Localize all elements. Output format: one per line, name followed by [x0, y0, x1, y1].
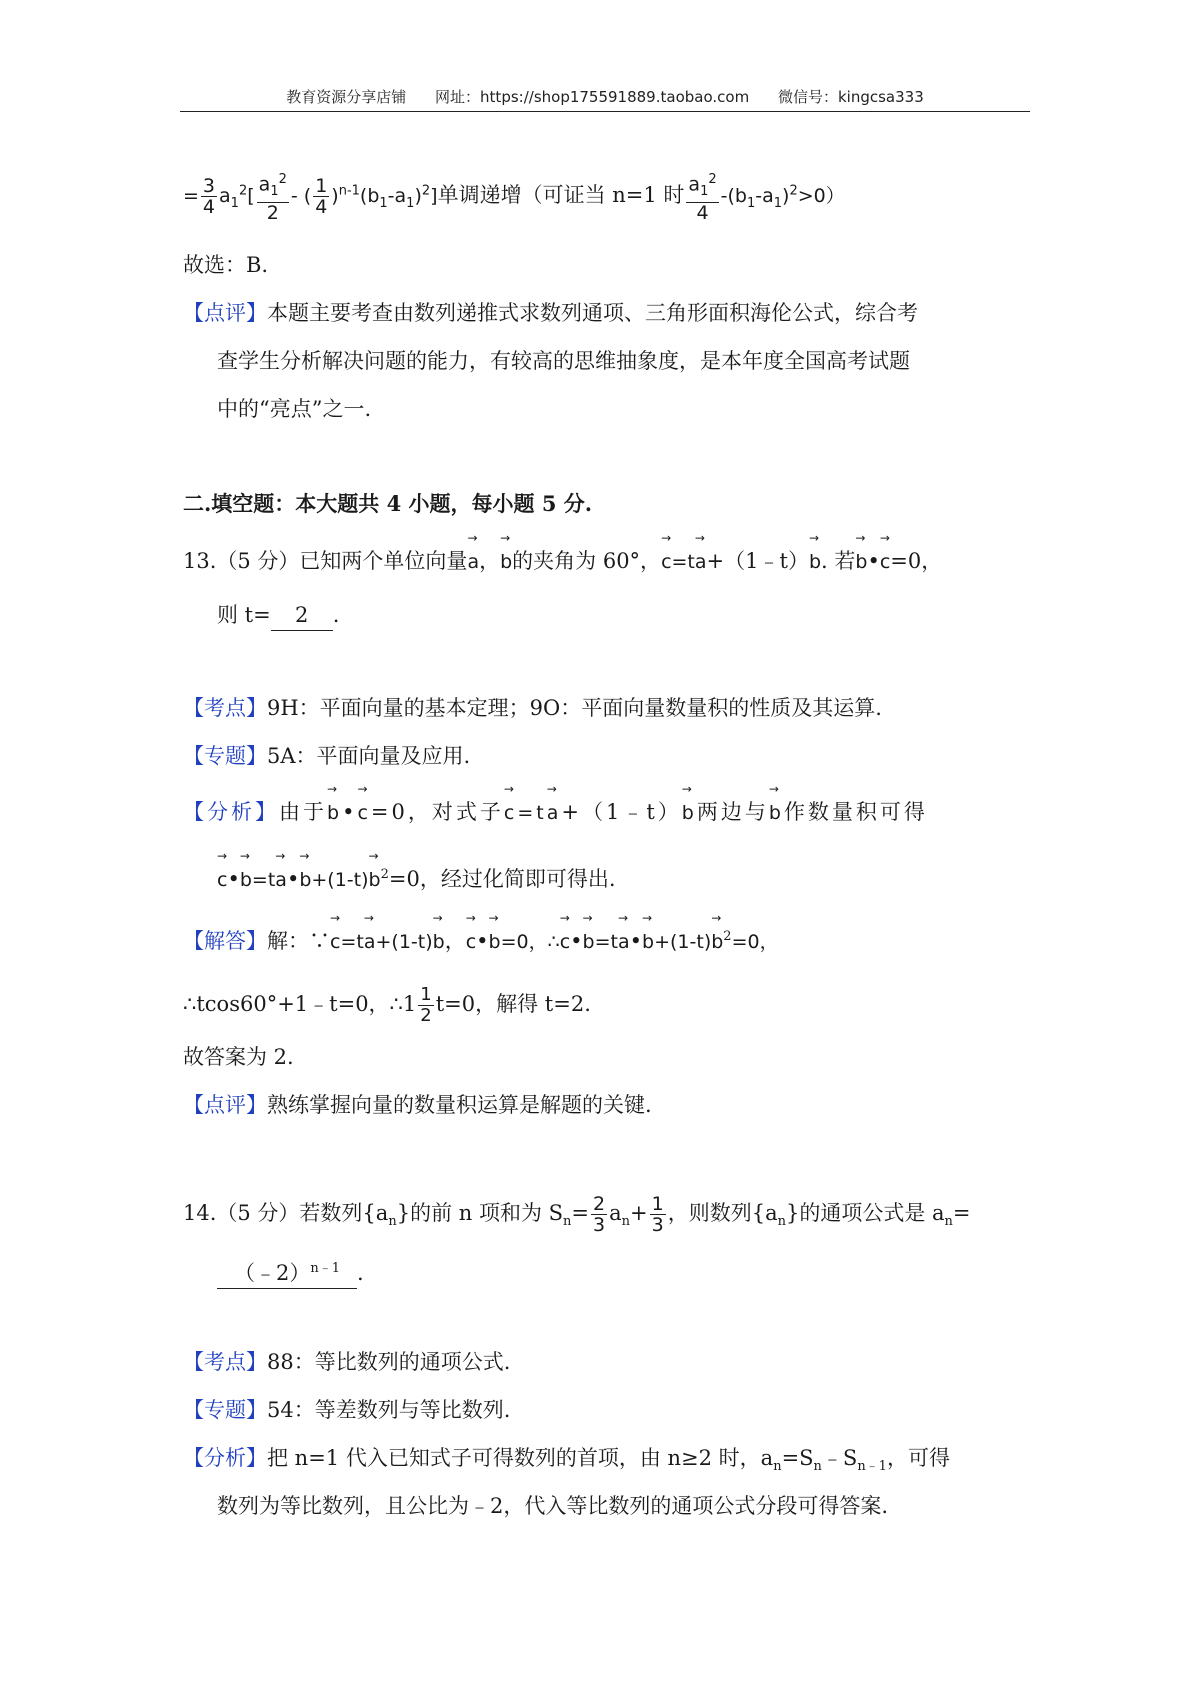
select-answer: 故选：B. — [183, 253, 269, 277]
q14-fenxi-line2: 数列为等比数列，且公比为﹣2，代入等比数列的通项公式分段可得答案. — [217, 1494, 889, 1518]
q14-zhuanti: 【专题】54：等差数列与等比数列. — [183, 1398, 511, 1422]
section-heading: 二.填空题：本大题共 4 小题，每小题 5 分. — [183, 491, 593, 516]
header-rule — [180, 111, 1030, 112]
header-store: 教育资源分享店铺 — [286, 88, 407, 106]
q14-line1: 14.（5 分）若数列$\{a_n\}$的前 n 项和为 $S_n=$ $\frac{2}{3}$ $a_n+$ $\frac{1}{3}$ ，则数列$\{a_n\}$的通项公式是 $a_n=$ — [183, 1193, 971, 1236]
q13-jieda-line1: 【解答】解：∵→ c=t→ a+(1-t)→ b，→ c•→ b=0，∴→ c•→ b=t→ a•→ $b+(1-t)\to b^2=0$， — [183, 922, 779, 957]
q13-line2: 则 t= 2 . — [217, 600, 339, 631]
q14-answer: （﹣2）$^{n﹣1}$ — [217, 1254, 357, 1289]
page-header — [180, 86, 1030, 110]
q13-kaodian: 【考点】9H：平面向量的基本定理；9O：平面向量数量积的性质及其运算. — [183, 696, 882, 720]
q13-fenxi-line1: 【分析】由于→ b•→ c=0，对式子→ c=t→ a+（1﹣t）→ b两边与→ b作数量积可得 — [183, 797, 928, 828]
header-wechat: 微信号：kingcsa333 — [777, 88, 924, 106]
comment1-line2: 查学生分析解决问题的能力，有较高的思维抽象度，是本年度全国高考试题 — [217, 349, 910, 373]
q14-kaodian: 【考点】88：等比数列的通项公式. — [183, 1350, 511, 1374]
q13-jieda-line2: ∴tcos60°+1﹣t=0，∴1 $\frac{1}{2}$ t=0，解得 t=2. — [183, 984, 591, 1026]
q13-final: 故答案为 2. — [183, 1045, 294, 1069]
comment1-line1: 【点评】本题主要考查由数列递推式求数列通项、三角形面积海伦公式，综合考 — [183, 301, 918, 325]
q13-line1: 13.（5 分）已知两个单位向量→ a，→ b的夹角为 60°，→ c=t→ a+（1﹣t）→ b. 若→ b•→ c=0， — [183, 546, 942, 577]
comment1-line3: 中的“亮点”之一. — [217, 397, 372, 421]
header-url: 网址：https://shop175591889.taobao.com — [435, 88, 750, 106]
q14-line2: （﹣2）$^{n﹣1}$ . — [217, 1254, 364, 1289]
comment-tag: 【点评】 — [183, 301, 267, 325]
q13-fenxi-line2: → c•→ b=t→ a•→ $b+(1-t)\to b^2=0$，经过化简即可得出. — [217, 860, 616, 895]
equation-line: = $\frac{3}{4}$ $a_1^2$[ $\frac{a_1^2}{2}$ - ( $\frac{1}{4}$ )$^{n-1}(b_1-a_1)^2$]单调递增（可证当 n=1 时 $\frac{a_1^2}{4}$ $-(b_1-a_1)^2>0$） — [183, 172, 845, 225]
q14-fenxi-line1: 【分析】把 n=1 代入已知式子可得数列的首项，由 n≥2 时，$a_n=S_n﹣S_{n﹣1}$，可得 — [183, 1446, 950, 1475]
q13-dianping: 【点评】熟练掌握向量的数量积运算是解题的关键. — [183, 1093, 652, 1117]
q13-zhuanti: 【专题】5A：平面向量及应用. — [183, 744, 471, 768]
q13-answer: 2 — [271, 600, 333, 631]
